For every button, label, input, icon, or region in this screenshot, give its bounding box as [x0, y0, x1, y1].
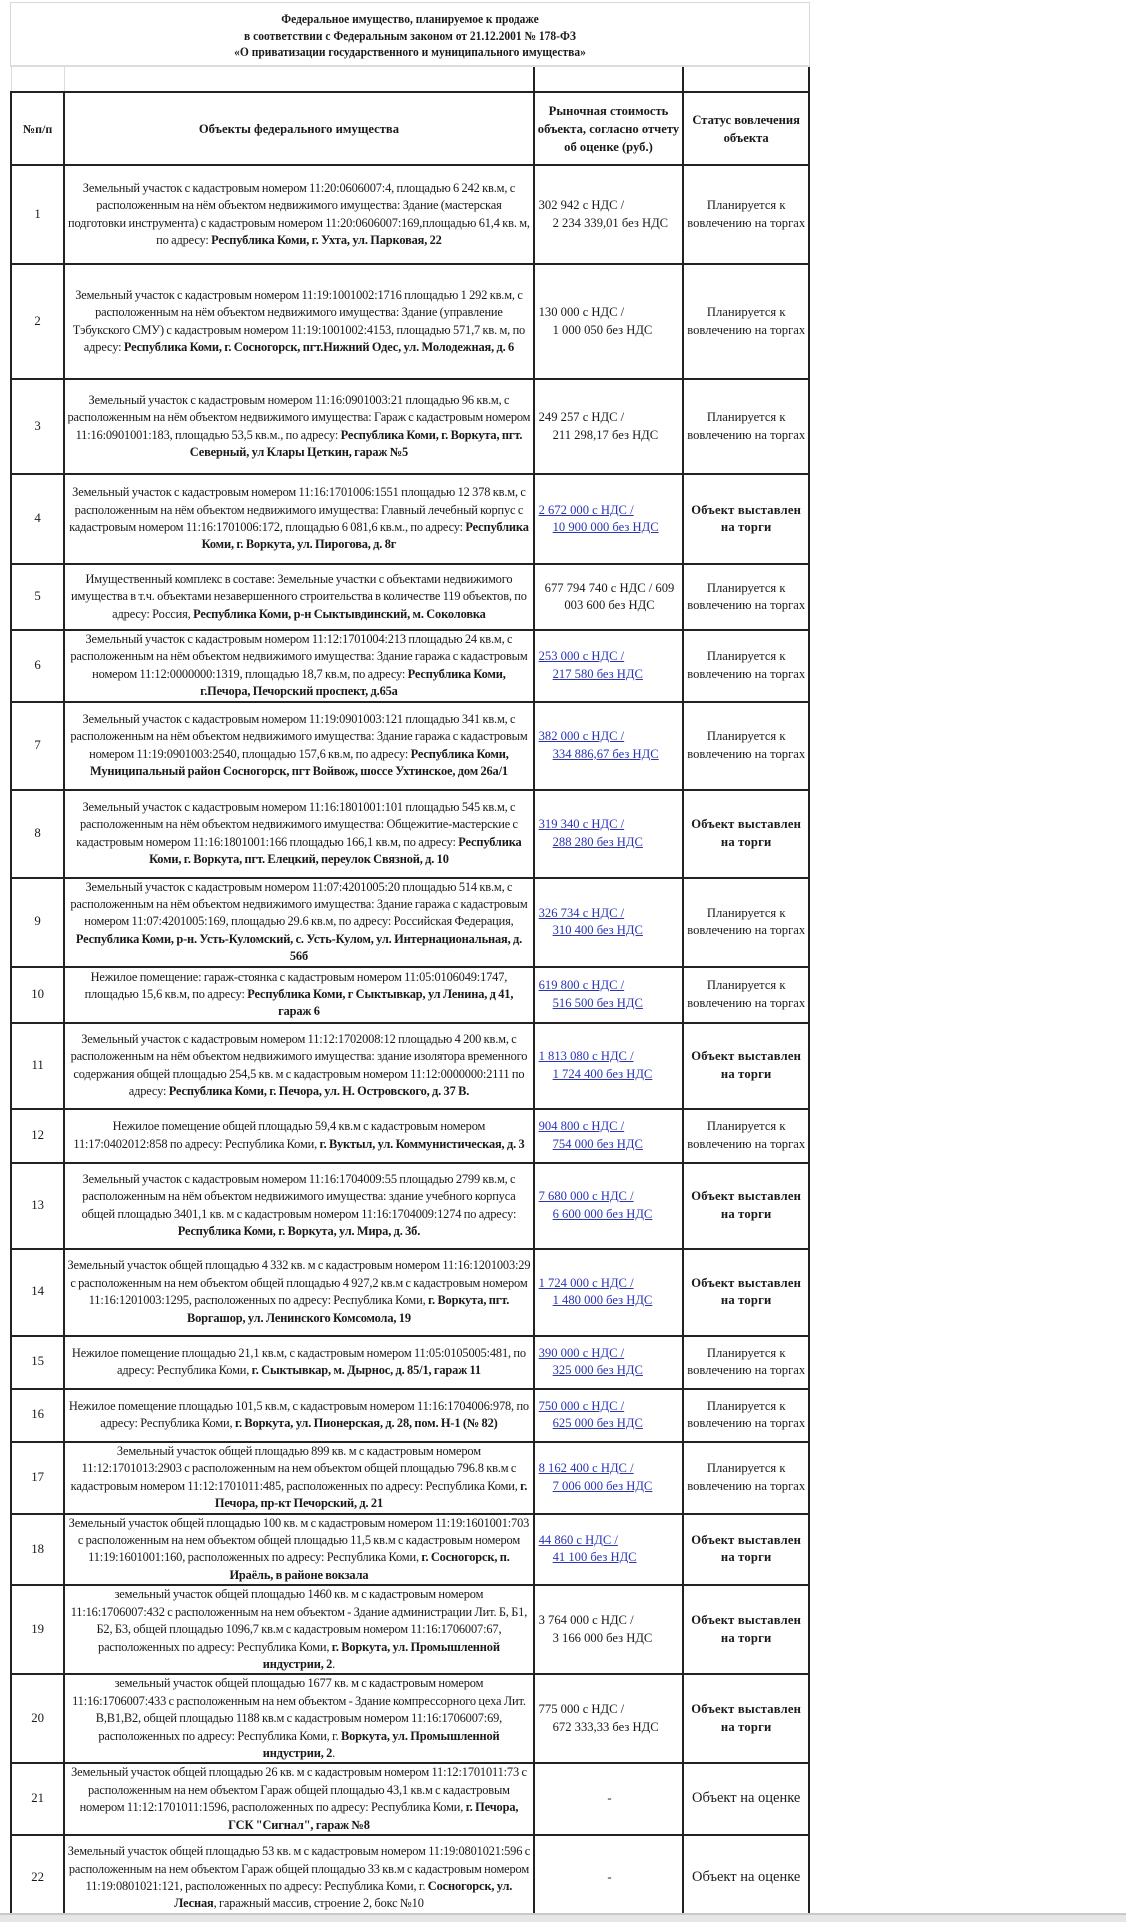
price-with-vat: 319 340 с НДС / [538, 817, 625, 832]
status-cell: Объект на оценке [683, 1763, 809, 1835]
price-without-vat: 516 500 без НДС [552, 995, 643, 1010]
table-row [11, 165, 809, 264]
object-description [64, 967, 533, 1023]
status-cell: Объект выставлен на торги [683, 1514, 809, 1586]
price-cell [534, 1835, 684, 1921]
row-number: 17 [11, 1442, 64, 1514]
price-with-vat: 3 764 000 с НДС / [538, 1613, 634, 1628]
price-cell [534, 967, 684, 1023]
address-bold: г. Воркута, пгт. Воргашор, ул. Ленинского Комсомола, 19 [187, 1293, 510, 1325]
address-bold: Республика Коми, г. Ухта, ул. Парковая, 22 [211, 232, 442, 247]
row-number: 11 [11, 1023, 64, 1109]
price-without-vat: 288 280 без НДС [552, 834, 643, 849]
price-without-vat: 2 234 339,01 без НДС [552, 215, 669, 230]
table-row [11, 1763, 809, 1835]
description-text: Земельный участок с кадастровым номером 11:07:4201005:20 площадью 514 кв.м, с расположенным на нём объектом недвижимого имущества: Здание гаража с кадастровым номером 11:07:4201005:169, площадью 29.6 кв.м, по адресу: Российская Федерация, [70, 879, 528, 929]
object-description [64, 1389, 533, 1442]
row-number: 2 [11, 264, 64, 379]
description-text: Имущественный комплекс в составе: Земельные участки с объектами недвижимого имущества в т.ч. объектами незавершенного строительства в количестве 119 объектов, по адресу: Россия, [71, 571, 527, 621]
row-number: 4 [11, 474, 64, 564]
description-tail: . [332, 1745, 336, 1760]
object-description [64, 264, 533, 379]
description-text: Нежилое помещение общей площадью 59,4 кв.м с кадастровым номером 11:17:0402012:858 по адресу: Республика Коми, [73, 1119, 486, 1151]
price-with-vat: 750 000 с НДС / [538, 1398, 625, 1413]
table-row [11, 264, 809, 379]
description-text: земельный участок общей площадью 1460 кв. м с кадастровым номером 11:16:1706007:432 с расположенным на нем объектом - Здание администрации Лит. Б, Б1, Б2, Б3, общей площадью 1096,7 кв.м с кадастровым номером 11:16:1706007:67, расположенных по адресу: Республика Коми, [70, 1587, 528, 1654]
table-row [11, 474, 809, 564]
row-number: 13 [11, 1163, 64, 1249]
description-text: Земельный участок общей площадью 53 кв. м с кадастровым номером 11:19:0801021:596 с расположенным на нем объектом Гараж общей площадью 33 кв.м с кадастровым номером 11:19:0801021:121, расположенных по адресу: Республика Коми, г. [67, 1844, 531, 1893]
price-cell [534, 1514, 684, 1586]
table-row [11, 967, 809, 1023]
row-number: 18 [11, 1514, 64, 1586]
column-header-num: №п/п [11, 92, 64, 165]
price-cell [534, 474, 684, 564]
price-link[interactable] [539, 1346, 681, 1380]
price-without-vat: 1 000 050 без НДС [552, 322, 653, 337]
object-description [64, 1514, 533, 1586]
status-cell: Объект на оценке [683, 1835, 809, 1921]
spacer-cell [64, 67, 533, 92]
object-description [64, 474, 533, 564]
price-link[interactable] [539, 1119, 681, 1153]
price-with-vat: 253 000 с НДС / [538, 649, 625, 664]
price-cell [534, 878, 684, 967]
price-without-vat: 7 006 000 без НДС [552, 1478, 653, 1493]
table-row [11, 1674, 809, 1763]
description-text: Земельный участок с кадастровым номером 11:19:0901003:121 площадью 341 кв.м, с расположенным на нём объектом недвижимого имущества: Здание гаража с кадастровым номером 11:19:0901003:2540, площадью 157,6 кв.м, по адресу: [70, 711, 528, 761]
description-text: Земельный участок с кадастровым номером 11:20:0606007:4, площадью 6 242 кв.м, с расположенным на нём объектом недвижимого имущества: Здание (мастерская подготовки инструмента) с кадастровым номером 11:20:0606007:169,площадью 61,4 кв. м, по адресу: [68, 180, 530, 247]
address-bold: Республика Коми, Муниципальный район Сосногорск, пгт Войвож, шоссе Ухтинское, дом 26а/1 [89, 746, 509, 779]
status-cell: Планируется к вовлечению на торгах [683, 702, 809, 790]
price-cell [534, 1336, 684, 1389]
address-bold: Республика Коми, р-н Сыктывдинский, м. Соколовка [193, 606, 486, 621]
title-line-3: «О приватизации государственного и муниципального имущества» [234, 45, 586, 59]
row-number: 5 [11, 564, 64, 630]
price-with-vat: 1 724 000 с НДС / [538, 1275, 634, 1290]
price-with-vat: 8 162 400 с НДС / [538, 1461, 634, 1476]
status-cell: Объект выставлен на торги [683, 474, 809, 564]
object-description [64, 878, 533, 967]
price-cell [534, 1163, 684, 1249]
header-row [11, 92, 809, 165]
status-cell: Планируется к вовлечению на торгах [683, 1109, 809, 1163]
status-cell: Планируется к вовлечению на торгах [683, 630, 809, 702]
description-text: Земельный участок с кадастровым номером 11:16:1704009:55 площадью 2799 кв.м, с расположенным на нём объектом недвижимого имущества: здание учебного корпуса общей площадью 3401,1 кв. м с кадастровым номером 11:16:1704009:1274 по адресу: [81, 1171, 517, 1221]
price-without-vat: 1 724 400 без НДС [552, 1066, 653, 1081]
document-title [10, 2, 810, 67]
address-bold: Республика Коми, г. Печора, ул. Н. Островского, д. 37 В. [168, 1084, 470, 1099]
table-row [11, 564, 809, 630]
address-bold: Республика Коми, г. Воркута, пгт. Елецкий, переулок Связной, д. 10 [149, 834, 522, 867]
table-row [11, 1585, 809, 1674]
price-link[interactable] [539, 1399, 681, 1433]
address-bold: г. Печора, ГСК "Сигнал", гараж №8 [228, 1800, 519, 1832]
row-number: 21 [11, 1763, 64, 1835]
address-bold: г. Воркута, ул. Промышленной индустрии, 2 [262, 1639, 500, 1671]
price-with-vat: 44 860 с НДС / [538, 1532, 618, 1547]
object-description [64, 165, 533, 264]
status-cell: Объект выставлен на торги [683, 1674, 809, 1763]
title-line-1: Федеральное имущество, планируемое к продаже [281, 12, 539, 26]
price-dash: - [607, 1870, 612, 1885]
table-row [11, 1249, 809, 1336]
price-cell [534, 790, 684, 878]
description-text: Земельный участок общей площадью 26 кв. м с кадастровым номером 11:12:1701011:73 с расположенным на нем объектом Гараж общей площадью 43,1 кв.м с кадастровым номером 11:12:1701011:1596, расположенных по адресу: Республика Коми, [71, 1765, 527, 1815]
price-dash: - [607, 1791, 612, 1806]
spacer-cell [683, 67, 809, 92]
description-text: Земельный участок общей площадью 4 332 кв. м с кадастровым номером 11:16:1201003:29 с расположенным на нем объектом общей площадью 4 927,2 кв.м с кадастровым номером 11:16:1201003:1295, расположенных по адресу: Республика Коми, [67, 1258, 531, 1308]
price-with-vat: 382 000 с НДС / [538, 729, 625, 744]
address-bold: г. Сосногорск, п. Ираёль, в районе вокзала [229, 1550, 510, 1582]
table-row [11, 1389, 809, 1442]
row-number: 10 [11, 967, 64, 1023]
price-with-vat: 7 680 000 с НДС / [538, 1189, 634, 1204]
price-cell [534, 1763, 684, 1835]
object-description [64, 564, 533, 630]
table-row [11, 1336, 809, 1389]
status-cell: Планируется к вовлечению на торгах [683, 1336, 809, 1389]
object-description [64, 1249, 533, 1336]
address-bold: Республика Коми, г. Воркута, ул. Мира, д. 3б. [177, 1224, 421, 1239]
description-text: Земельный участок с кадастровым номером 11:12:1701004:213 площадью 24 кв.м, с расположенным на нём объектом недвижимого имущества: Здание гаража с кадастровым номером 11:12:0000000:1319, площадью 18,7 кв.м, по адресу: [70, 632, 528, 681]
description-text: Земельный участок с кадастровым номером 11:16:0901003:21 площадью 96 кв.м, с расположенным на нём объектом недвижимого имущества: Гараж с кадастровым номером 11:16:0901001:183, площадью 53,5 кв.м., по адресу: [67, 392, 531, 442]
table-row [11, 1514, 809, 1586]
price-link[interactable] [539, 1189, 681, 1223]
row-number: 20 [11, 1674, 64, 1763]
status-cell: Объект выставлен на торги [683, 1249, 809, 1336]
object-description [64, 790, 533, 878]
description-text: земельный участок общей площадью 1677 кв. м с кадастровым номером 11:16:1706007:433 с расположенным на нем объектом - Здание компрессорного цеха Лит. В,В1,В2, общей площадью 1188 кв.м с кадастровым номером 11:16:1706007:69, расположенных по адресу: Республика Коми, г. [72, 1676, 526, 1743]
price-with-vat: 302 942 с НДС / [538, 198, 625, 212]
price-cell [534, 1023, 684, 1109]
price-link[interactable] [539, 1461, 681, 1495]
price-link[interactable] [539, 978, 681, 1012]
price-with-vat: 249 257 с НДС / [538, 410, 625, 424]
description-text: Нежилое помещение: гараж-стоянка с кадастровым номером 11:05:0106049:1747, площадью 15,6 кв.м, по адресу: [84, 969, 508, 1001]
row-number: 3 [11, 379, 64, 474]
address-bold: г. Вуктыл, ул. Коммунистическая, д. 3 [319, 1136, 525, 1151]
object-description [64, 1163, 533, 1249]
description-text: Земельный участок общей площадью 100 кв. м с кадастровым номером 11:19:1601001:703 с расположенным на нем объектом общей площадью 11,5 кв.м с кадастровым номером 11:19:1601001:160, расположенных по адресу: Республика Коми, [68, 1515, 530, 1565]
price-cell [534, 1442, 684, 1514]
address-bold: Республика Коми, г.Печора, Печорский проспект, д.65а [200, 666, 506, 699]
object-description [64, 379, 533, 474]
price-without-vat: 6 600 000 без НДС [552, 1206, 653, 1221]
price-without-vat: 754 000 без НДС [552, 1136, 643, 1151]
address-bold: Республика Коми, г. Сосногорск, пгт.Нижний Одес, ул. Молодежная, д. 6 [123, 339, 515, 354]
row-number: 7 [11, 702, 64, 790]
price-with-vat: 904 800 с НДС / [538, 1119, 625, 1134]
property-table [10, 67, 810, 1922]
table-row [11, 1023, 809, 1109]
description-text: Нежилое помещение площадью 21,1 кв.м, с кадастровым номером 11:05:0105005:481, по адресу: Республика Коми, [71, 1345, 526, 1378]
price-without-vat: 41 100 без НДС [552, 1550, 637, 1565]
description-tail: , гаражный массив, строение 2, бокс №10 [213, 1896, 424, 1911]
price-without-vat: 325 000 без НДС [552, 1363, 643, 1378]
price-link[interactable] [539, 1276, 681, 1310]
column-header-objects: Объекты федерального имущества [64, 92, 533, 165]
table-row [11, 630, 809, 702]
table-row [11, 1109, 809, 1163]
title-line-2: в соответствии с Федеральным законом от 21.12.2001 № 178-ФЗ [244, 28, 576, 43]
address-bold: Республика Коми, г. Воркута, пгт. Северный, ул Клары Цеткин, гараж №5 [189, 427, 523, 459]
price-link[interactable] [539, 817, 681, 851]
status-cell: Объект выставлен на торги [683, 1163, 809, 1249]
document-page [10, 2, 810, 1922]
address-bold: Сосногорск, ул. Лесная [174, 1878, 513, 1911]
table-row [11, 1163, 809, 1249]
table-row [11, 702, 809, 790]
price-without-vat: 003 600 без НДС [564, 598, 655, 612]
status-cell: Объект выставлен на торги [683, 1585, 809, 1674]
spacer-row [11, 67, 809, 92]
address-bold: г. Воркута, ул. Пионерская, д. 28, пом. Н-1 (№ 82) [234, 1416, 498, 1431]
price-cell [534, 1249, 684, 1336]
price-with-vat: 1 813 080 с НДС / [538, 1049, 634, 1064]
object-description [64, 1109, 533, 1163]
description-text: Земельный участок общей площадью 899 кв. м с кадастровым номером 11:12:1701013:2903 с расположенным на нем объектом общей площадью 796.8 кв.м с кадастровым номером 11:12:1701011:485, расположенных по адресу: Республика Коми, [70, 1443, 521, 1493]
price-with-vat: 130 000 с НДС / [538, 305, 625, 319]
table-row [11, 1442, 809, 1514]
object-description [64, 1763, 533, 1835]
object-description [64, 1023, 533, 1109]
status-cell: Планируется к вовлечению на торгах [683, 564, 809, 630]
price-without-vat: 310 400 без НДС [552, 923, 643, 938]
price-cell [534, 264, 684, 379]
price-link[interactable] [539, 906, 681, 940]
price-without-vat: 10 900 000 без НДС [552, 520, 659, 534]
table-row [11, 790, 809, 878]
row-number: 15 [11, 1336, 64, 1389]
row-number: 12 [11, 1109, 64, 1163]
address-bold: г. Сыктывкар, м. Дырнос, д. 85/1, гараж 11 [251, 1363, 481, 1378]
status-cell: Объект выставлен на торги [683, 1023, 809, 1109]
spacer-cell [11, 67, 64, 92]
price-with-vat: 326 734 с НДС / [538, 905, 625, 920]
address-bold: Воркута, ул. Промышленной индустрии, 2 [262, 1728, 500, 1760]
price-link[interactable] [539, 503, 681, 537]
object-description [64, 702, 533, 790]
price-link[interactable] [539, 649, 681, 683]
description-text: Земельный участок с кадастровым номером 11:16:1801001:101 площадью 545 кв.м, с расположенным на нём объектом недвижимого имущества: Общежитие-мастерские с кадастровым номером 11:16:1801001:166 площадью 166,1 кв.м, по адресу: [76, 799, 518, 849]
address-bold: Республика Коми, г. Воркута, ул. Пирогова, д. 8г [201, 520, 529, 552]
table-row [11, 379, 809, 474]
price-link[interactable] [539, 1049, 681, 1083]
description-text: Нежилое помещение площадью 101,5 кв.м, с кадастровым номером 11:16:1704006:978, по адресу: Республика Коми, [68, 1398, 529, 1431]
description-text: Земельный участок с кадастровым номером 11:19:1001002:1716 площадью 1 292 кв.м, с расположенным на нём объектом недвижимого имущества: Здание (управление Тэбукского СМУ) с кадастровым номером 11:19:1001002:4153, площадью 571,7 кв. м, по адресу: [72, 287, 526, 354]
price-without-vat: 334 886,67 без НДС [552, 746, 659, 761]
row-number: 9 [11, 878, 64, 967]
table-row [11, 1835, 809, 1921]
price-cell [534, 1674, 684, 1763]
price-with-vat: 677 794 740 с НДС / 609 [544, 580, 675, 595]
object-description [64, 1835, 533, 1921]
price-cell [534, 165, 684, 264]
price-link[interactable] [539, 1533, 681, 1567]
bottom-scroll-bar [0, 1913, 1126, 1922]
price-without-vat: 3 166 000 без НДС [552, 1630, 653, 1645]
description-text: Земельный участок с кадастровым номером 11:12:1702008:12 площадью 4 200 кв.м, с расположенным на нём объектом недвижимого имущества: здание изолятора временного содержания общей площадью 254,5 кв. м с кадастровым номером 11:12:0000000:2111 по адресу: [70, 1031, 528, 1099]
column-header-status: Статус вовлечения объекта [683, 92, 809, 165]
row-number: 6 [11, 630, 64, 702]
price-cell [534, 630, 684, 702]
description-tail: . [332, 1656, 336, 1671]
price-with-vat: 775 000 с НДС / [538, 1702, 625, 1717]
object-description [64, 1336, 533, 1389]
price-with-vat: 619 800 с НДС / [538, 978, 625, 993]
spacer-cell [534, 67, 684, 92]
price-link[interactable] [539, 729, 681, 763]
row-number: 1 [11, 165, 64, 264]
price-cell [534, 379, 684, 474]
status-cell: Планируется к вовлечению на торгах [683, 878, 809, 967]
object-description [64, 1442, 533, 1514]
status-cell: Планируется к вовлечению на торгах [683, 1442, 809, 1514]
row-number: 19 [11, 1585, 64, 1674]
object-description [64, 630, 533, 702]
price-with-vat: 2 672 000 с НДС / [538, 502, 634, 517]
table-row [11, 878, 809, 967]
status-cell: Планируется к вовлечению на торгах [683, 379, 809, 474]
row-number: 16 [11, 1389, 64, 1442]
row-number: 22 [11, 1835, 64, 1921]
status-cell: Планируется к вовлечению на торгах [683, 264, 809, 379]
address-bold: г. Печора, пр-кт Печорский, д. 21 [214, 1478, 528, 1511]
price-cell [534, 1585, 684, 1674]
row-number: 8 [11, 790, 64, 878]
status-cell: Планируется к вовлечению на торгах [683, 1389, 809, 1442]
price-cell [534, 702, 684, 790]
object-description [64, 1585, 533, 1674]
price-without-vat: 672 333,33 без НДС [552, 1719, 659, 1734]
price-without-vat: 211 298,17 без НДС [552, 427, 659, 442]
status-cell: Планируется к вовлечению на торгах [683, 967, 809, 1023]
status-cell: Объект выставлен на торги [683, 790, 809, 878]
price-without-vat: 1 480 000 без НДС [552, 1293, 653, 1308]
price-without-vat: 217 580 без НДС [552, 666, 643, 681]
price-with-vat: 390 000 с НДС / [538, 1345, 625, 1360]
status-cell: Планируется к вовлечению на торгах [683, 165, 809, 264]
column-header-price: Рыночная стоимость объекта, согласно отчету об оценке (руб.) [534, 92, 684, 165]
object-description [64, 1674, 533, 1763]
price-without-vat: 625 000 без НДС [552, 1416, 643, 1431]
address-bold: Республика Коми, р-н. Усть-Куломский, с. Усть-Кулом, ул. Интернациональная, д. 56б [75, 931, 523, 964]
price-cell [534, 564, 684, 630]
row-number: 14 [11, 1249, 64, 1336]
price-cell [534, 1389, 684, 1442]
address-bold: Республика Коми, г Сыктывкар, ул Ленина, д 41, гараж 6 [247, 986, 514, 1019]
price-cell [534, 1109, 684, 1163]
description-text: Земельный участок с кадастровым номером 11:16:1701006:1551 площадью 12 378 кв.м, с расположенным на нём объектом недвижимого имущества: Главный лечебный корпус с кадастровым номером 11:16:1701006:172, площадью 6 081,6 кв.м., по адресу: [69, 485, 526, 534]
